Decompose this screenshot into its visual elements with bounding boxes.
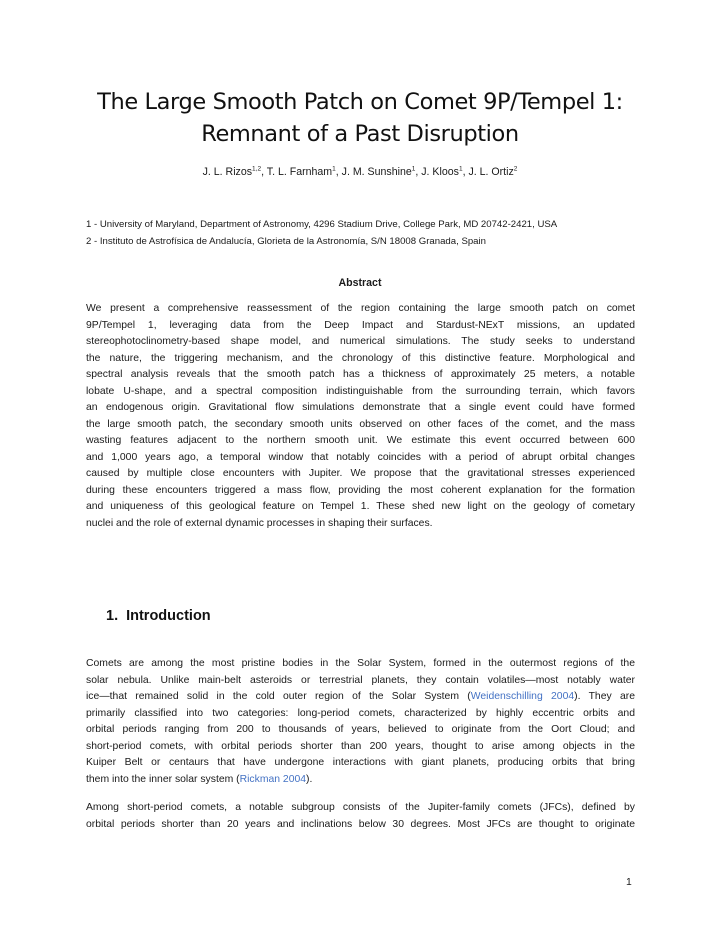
text-line: spectral analysis reveals that the smooth patch has a thickness of approximately 25 meters, a notable bbox=[86, 369, 635, 380]
text-line: primarily classified into two categories: long-period comets, characterized by highly eccentric orbits and bbox=[86, 707, 635, 719]
text-line: the nature, the triggering mechanism, and the chronology of this distinctive feature. Morphological and bbox=[86, 352, 635, 364]
text-line: orbital periods ranging from 200 to thousands of years, believed to originate from the Oort Cloud; and bbox=[86, 724, 635, 735]
affiliation-2: 2 - Instituto de Astrofísica de Andalucía, Glorieta de la Astronomía, S/N 18008 Granada, Spain bbox=[86, 236, 486, 247]
text-line: 9P/Tempel 1, leveraging data from the Deep Impact and Stardust-NExT missions, an updated bbox=[86, 319, 635, 331]
text-line: ice—that remained solid in the cold outer region of the Solar System (Weidenschilling 2004). They are bbox=[86, 691, 635, 702]
text-line: and 1,000 years ago, a temporal window that notably coincides with a period of abrupt orbital changes bbox=[86, 451, 635, 463]
text-line: Kuiper Belt or centaurs that have undergone interactions with giant planets, producing orbits that bring bbox=[86, 757, 635, 768]
text-line: them into the inner solar system (Rickman 2004). bbox=[86, 773, 313, 785]
section-heading-introduction bbox=[106, 608, 219, 624]
text-line: solar nebula. Unlike main-belt asteroids or terrestrial planets, they contain volatiles—most notably water bbox=[86, 674, 635, 686]
text-line: Among short-period comets, a notable subgroup consists of the Jupiter-family comets (JFCs), defined by bbox=[86, 802, 635, 813]
text-line: wasting features adjacent to the northern smooth unit. We estimate this event occurred between 600 bbox=[86, 435, 635, 446]
affiliation-1: 1 - University of Maryland, Department of Astronomy, 4296 Stadium Drive, College Park, MD 20742-2421, USA bbox=[86, 219, 558, 230]
section-number: 1. bbox=[106, 608, 119, 624]
intro-paragraph-1 bbox=[86, 656, 635, 788]
text-line: an endogenous origin. Gravitational flow simulations demonstrate that a single event could have formed bbox=[86, 402, 635, 413]
author: J. Kloos$^1$ bbox=[421, 165, 463, 178]
author: J. L. Ortiz$^2$ bbox=[468, 165, 518, 178]
author: J. L. Rizos$^{1,2}$ bbox=[202, 165, 262, 178]
section-title: Introduction bbox=[126, 608, 211, 624]
title-line-2: Remnant of a Past Disruption bbox=[201, 121, 519, 147]
title-line-1: The Large Smooth Patch on Comet 9P/Tempel 1: bbox=[97, 89, 623, 115]
text-line: stereophotoclinometry-based shape model, and numerical simulations. The study seeks to understand bbox=[86, 336, 635, 347]
author: T. L. Farnham$^1$ bbox=[266, 165, 336, 178]
paper-title bbox=[60, 86, 660, 150]
text-line: We present a comprehensive reassessment of the region containing the large smooth patch on comet bbox=[86, 303, 635, 314]
text-line: lobate U-shape, and a spectral composition indistinguishable from the surrounding terrain, which favors bbox=[86, 385, 635, 397]
citation-link[interactable]: Weidenschilling 2004 bbox=[470, 691, 575, 702]
intro-paragraph-2 bbox=[86, 800, 635, 833]
affiliations bbox=[86, 216, 646, 250]
text-line: during these encounters triggered a mass flow, providing the most coherent explanation for the formation bbox=[86, 484, 635, 496]
text-line: nuclei and the role of external dynamic processes in shaping their surfaces. bbox=[86, 517, 433, 529]
page-number: 1 bbox=[626, 877, 632, 888]
text-line: caused by multiple close encounters with Jupiter. We propose that the gravitational stresses experienced bbox=[86, 468, 635, 479]
abstract-body bbox=[86, 301, 635, 532]
citation-link[interactable]: Rickman 2004 bbox=[239, 773, 307, 785]
abstract-heading: Abstract bbox=[338, 277, 382, 289]
author: J. M. Sunshine$^1$ bbox=[341, 165, 416, 178]
text-line: the large smooth patch, the secondary smooth units observed on other faces of the comet, and the mass bbox=[86, 418, 635, 430]
text-line: Comets are among the most pristine bodies in the Solar System, formed in the outermost regions of the bbox=[86, 658, 635, 669]
author-list: J. L. Rizos$^{1,2}$, T. L. Farnham$^1$, J. M. Sunshine$^1$, J. Kloos$^1$, J. L. Ortiz$^2$ bbox=[202, 165, 518, 178]
text-line: and uniqueness of this geological feature on Tempel 1. These shed new light on the geology of cometary bbox=[86, 501, 635, 512]
text-line: short-period comets, with orbital periods shorter than 200 years, thought to arise among objects in the bbox=[86, 740, 635, 752]
text-line: orbital periods shorter than 20 years and inclinations below 30 degrees. Most JFCs are thought to originate bbox=[86, 818, 635, 830]
